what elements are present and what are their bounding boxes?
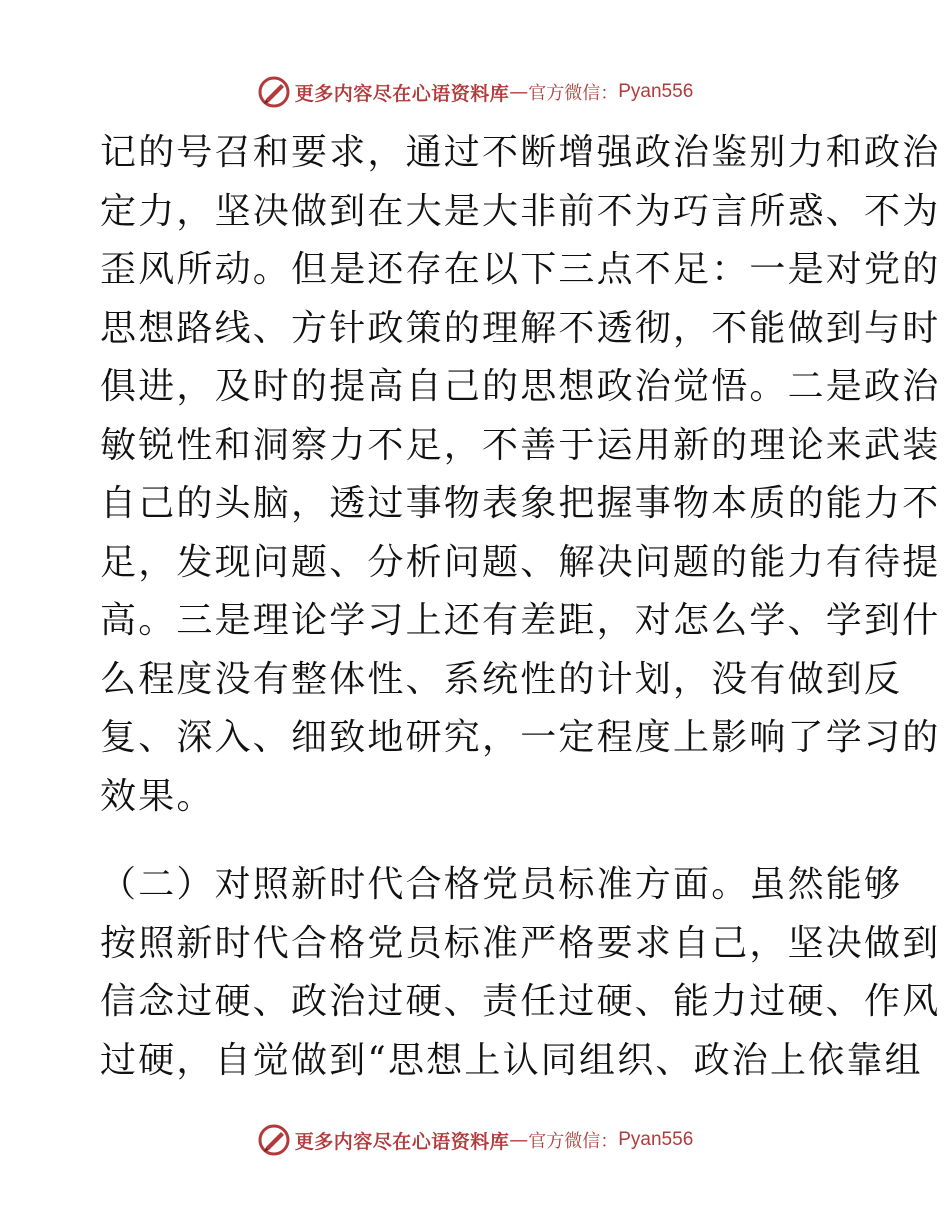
- watermark-brand: 更多内容尽在心语资料库: [294, 1130, 510, 1153]
- pen-logo-icon: [257, 75, 291, 109]
- watermark-dash: —: [509, 1129, 529, 1151]
- paragraph-gap: [100, 826, 850, 856]
- document-body: [100, 124, 941, 1090]
- text-line: （二）对照新时代合格党员标准方面。虽然能够: [100, 864, 903, 905]
- watermark-brand: 更多内容尽在心语资料库: [294, 82, 510, 105]
- text-line: 高。三是理论学习上还有差距，对怎么学、学到什: [100, 600, 941, 641]
- text-line: 敏锐性和洞察力不足，不善于运用新的理论来武装: [100, 424, 941, 466]
- watermark-dash: —: [509, 81, 529, 103]
- text-line: 足，发现问题、分析问题、解决问题的能力有待提: [100, 541, 941, 583]
- watermark-footer: [0, 1120, 950, 1160]
- text-line: 效果。: [100, 775, 215, 817]
- text-line: 信念过硬、政治过硬、责任过硬、能力过硬、作风: [100, 981, 941, 1022]
- text-line: 复、深入、细致地研究，一定程度上影响了学习的: [100, 717, 941, 758]
- watermark-header: [0, 72, 950, 112]
- watermark-id: Pyan556: [618, 81, 694, 102]
- text-line: 记的号召和要求，通过不断增强政治鉴别力和政治: [100, 132, 941, 173]
- watermark-official: 官方微信：: [528, 1131, 619, 1152]
- watermark-official: 官方微信：: [528, 83, 619, 104]
- text-line: 俱进，及时的提高自己的思想政治觉悟。二是政治: [100, 366, 941, 407]
- text-line: 思想路线、方针政策的理解不透彻，不能做到与时: [100, 307, 941, 349]
- watermark-id: Pyan556: [618, 1129, 694, 1150]
- paragraph-1: [100, 124, 941, 826]
- paragraph-2: [100, 856, 941, 1090]
- text-line: 过硬，自觉做到“思想上认同组织、政治上依靠组: [100, 1039, 923, 1081]
- pen-logo-icon: [257, 1123, 291, 1157]
- text-line: 么程度没有整体性、系统性的计划，没有做到反: [100, 658, 903, 700]
- text-line: 歪风所动。但是还存在以下三点不足：一是对党的: [100, 249, 941, 290]
- text-line: 自己的头脑，透过事物表象把握事物本质的能力不: [100, 483, 941, 524]
- text-line: 定力，坚决做到在大是大非前不为巧言所惑、不为: [100, 190, 941, 232]
- text-line: 按照新时代合格党员标准严格要求自己，坚决做到: [100, 922, 941, 964]
